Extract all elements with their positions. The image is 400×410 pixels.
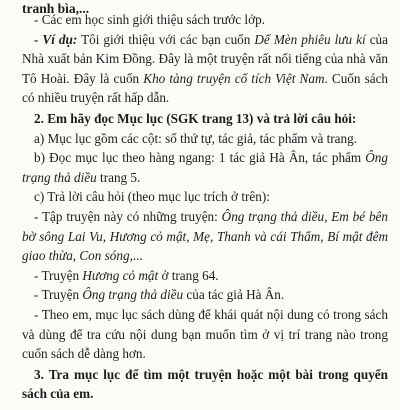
answer-c: c) Trả lời câu hỏi (theo mục lục trích ở trên): [34,189,270,205]
story-list-lead: - Tập truyện này có những truyện: [34,208,222,224]
example-lead: - Ví dụ: [34,31,78,47]
answer-a: a) Mục lục gồm các cột: số thứ tự, tác giả, tác phẩm và trang. [34,130,357,146]
section-3-heading: 3. Tra mục lục để tìm một truyện hoặc một bài trong quyển sách của em. [22,366,388,402]
story-author-text: của tác giả Hà Ân. [183,287,285,303]
book-title-1: Dế Mèn phiêu lưu kí [254,31,366,47]
example-text-2: của Nhà xuất bản Kim Đồng. Đây là một truyện rất nổi tiếng của nhà văn Tô Hoài. Đây là cuốn [22,31,388,86]
story-page-text: ở trang 64. [158,267,219,283]
cut-off-heading-line: tranh bìa,... [22,1,90,16]
answer-b-work: Ông trạng thả diều [22,150,388,185]
story-page-item [22,266,388,286]
answer-b [22,148,388,187]
document-page [0,1,400,410]
story-author-title: Ông trạng thả diều [82,287,184,303]
story-list-item [22,207,388,266]
book-title-2: Kho tàng truyện cổ tích Việt Nam [143,70,325,86]
intro-instruction: - Các em học sinh giới thiệu sách trước lớp. [34,12,265,27]
example-text-3: . Cuốn sách có nhiều truyện rất hấp dẫn. [22,70,389,106]
story-page-title: Hương cỏ mật [82,267,159,283]
table-of-contents-purpose: - Theo em, mục lục sách dùng để khái quát nội dung có trong sách và dùng để tra cứu nội dung bạn muốn tìm ở vị trí trang nào trong cuốn sách dễ dàng hơn. [22,306,388,362]
story-author-item [22,285,388,305]
story-page-lead: - Truyện [34,267,83,283]
story-list-ellipsis: ... [132,248,143,264]
section-2-heading: 2. Em hãy đọc Mục lục (SGK trang 13) và trả lời câu hỏi: [34,110,357,126]
answer-b-text-2: trang 5. [96,169,141,185]
story-author-lead: - Truyện [34,287,83,303]
answer-b-text-1: b) Đọc mục lục theo hàng ngang: 1 tác giả Hà Ân, tác phẩm [34,150,366,166]
example-paragraph [22,30,388,108]
story-list-titles: Ông trạng thả diều, Em bé bên bờ sông Lai Vu, Hương cỏ mật, Mẹ, Thanh và cái Thẩm, Bí mật đêm giao thừa, Con sóng, [22,208,388,264]
example-text-1: Tôi giới thiệu với các bạn cuốn [77,31,255,47]
